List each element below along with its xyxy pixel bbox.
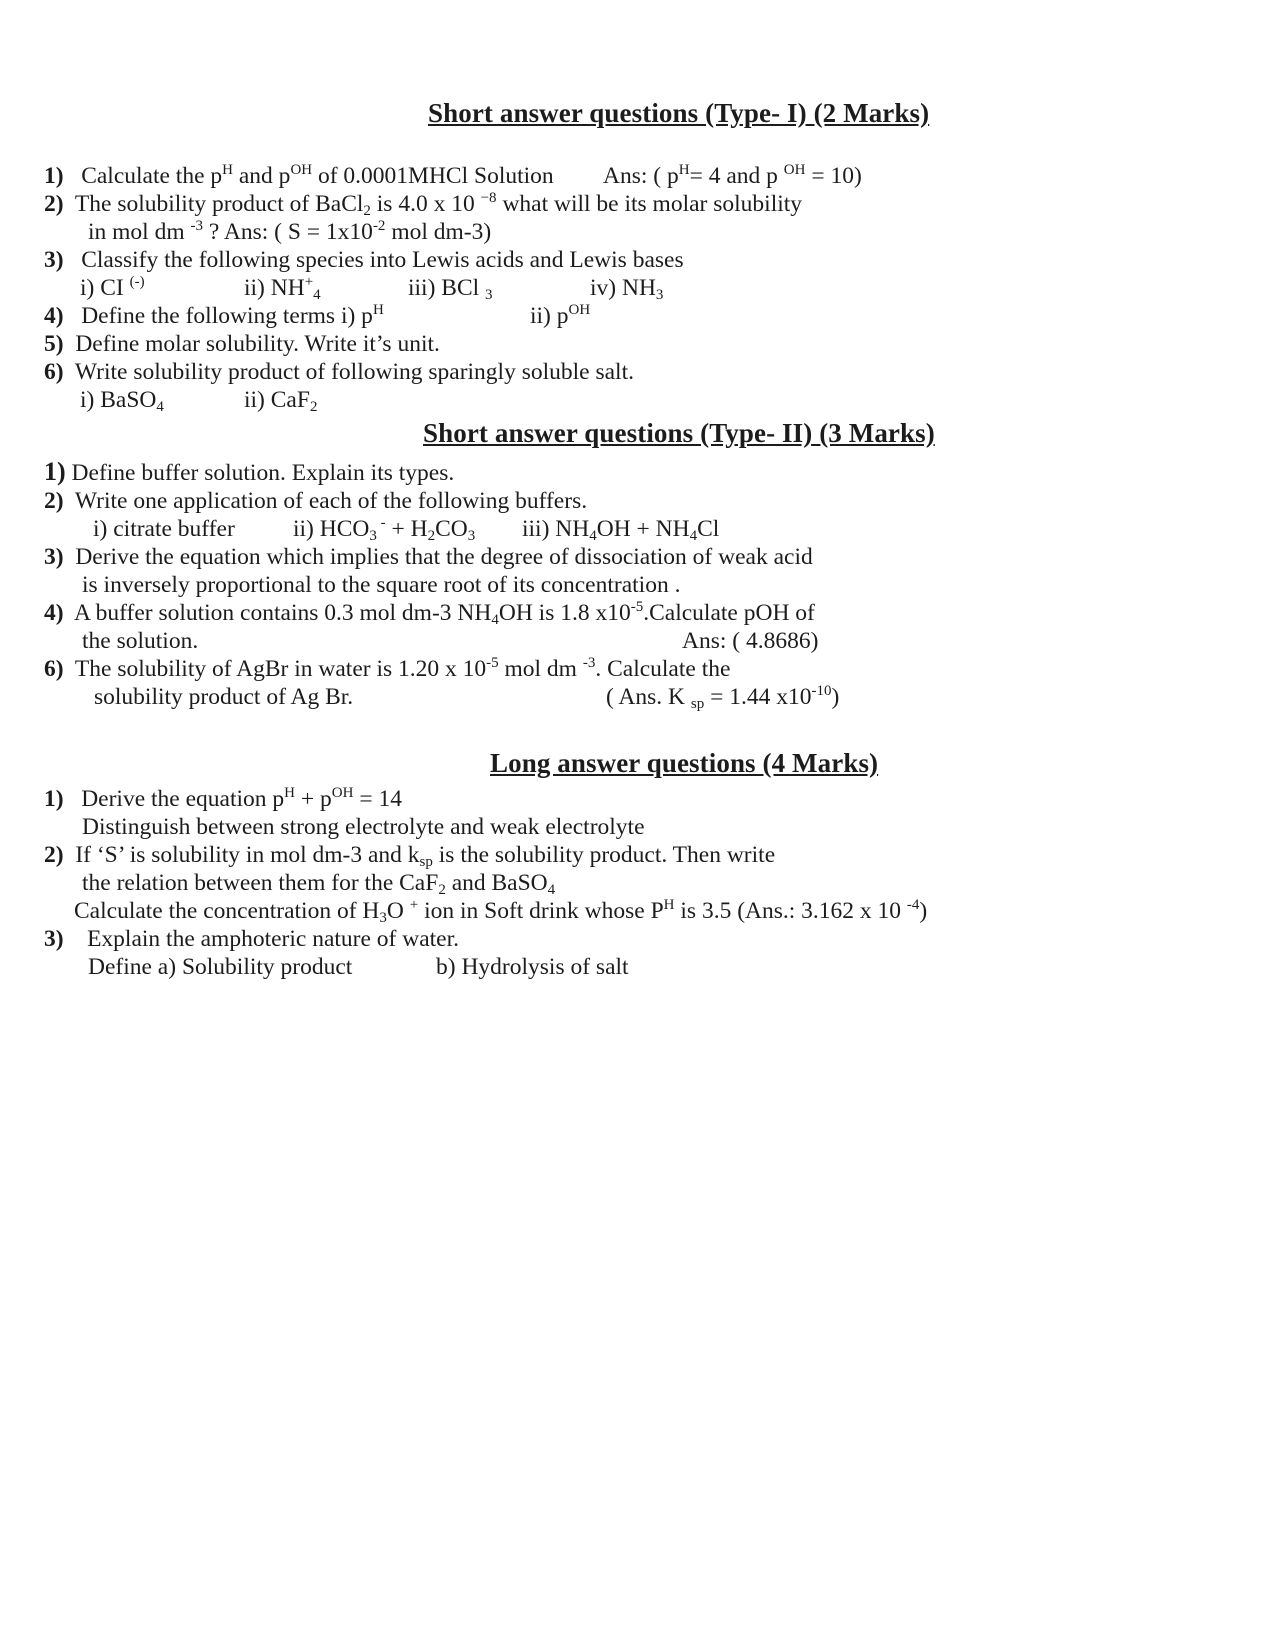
question-number: 4)	[44, 303, 64, 329]
s1-q3-option-3: iii) BCl $_3$	[408, 275, 493, 303]
s1-question-5: 5) Define molar solubility. Write it’s unit.	[44, 331, 440, 357]
s3-q2-calculation: Calculate the concentration of $H_3O$ + ion in Soft drink whose $P^H$ is 3.5 (Ans.: 3.162 x 10 $^{-4}$)	[74, 897, 928, 926]
s1-question-3: 3) Classify the following species into Lewis acids and Lewis bases	[44, 247, 684, 273]
s1-q3-option-2: ii) $NH^+_4$	[244, 274, 321, 303]
question-number: 2)	[44, 842, 64, 868]
s2-question-4: 4) A buffer solution contains 0.3 mol dm-3 $NH_4OH$ is 1.8 $x10^{-5}.Calculate$ pOH of	[44, 599, 815, 628]
s3-question-1: 1) Derive the equation $p^H + p^{OH} = 14$	[44, 785, 402, 812]
s2-q2-option-2: ii) $HCO_3$ $^- + H_2CO_3$	[293, 515, 476, 544]
question-number: 6)	[44, 656, 64, 682]
s2-question-6: 6) The solubility of AgBr in water is 1.20 x $10^{-5}$ mol dm $^{-3}$. Calculate the	[44, 655, 731, 682]
s1-q6-option-2: ii) CaF$_2$	[244, 387, 318, 415]
question-number: 1)	[44, 786, 64, 812]
s1-q1-answer: Ans: ( $p^H= 4$ and p $^{OH}$ = 10)	[603, 162, 862, 189]
s2-q2-option-1: i) citrate buffer	[93, 516, 235, 542]
s2-q4-continuation: the solution.	[82, 628, 199, 654]
question-number: 2)	[44, 191, 64, 217]
s1-q3-option-4: iv) $NH_3$	[590, 275, 664, 303]
s1-q2-continuation: in mol dm $^{-3}$ ? Ans: ( $S = 1x10^{-2}$ mol dm-3)	[88, 218, 492, 245]
section2-heading: Short answer questions (Type- II) (3 Marks)	[423, 418, 935, 448]
s3-question-3: 3) Explain the amphoteric nature of water.	[44, 926, 460, 952]
s3-q2-continuation: the relation between them for the CaF$_2$ and BaSO$_4$	[82, 870, 556, 898]
question-number: 5)	[44, 331, 64, 357]
s1-question-6: 6) Write solubility product of following sparingly soluble salt.	[44, 359, 634, 385]
question-number: 4)	[44, 600, 64, 626]
question-number: 2)	[44, 488, 64, 514]
question-number: 1)	[44, 163, 64, 189]
s1-q6-option-1: i) BaSO$_4$	[80, 387, 164, 415]
s3-q3-part-b: b) Hydrolysis of salt	[436, 954, 629, 980]
s3-q3-part-a: Define a) Solubility product	[88, 954, 353, 980]
s2-question-3: 3) Derive the equation which implies that the degree of dissociation of weak acid	[44, 544, 813, 570]
question-number: 3)	[44, 926, 64, 952]
question-number: 3)	[44, 544, 64, 570]
s1-question-1: 1) Calculate the $p^H$ and $p^{OH}$ of 0.0001MHCl Solution	[44, 162, 554, 189]
s2-q6-answer: ( Ans. K $_{sp}$ = 1.44 $x10^{-10}$)	[606, 683, 840, 712]
section1-heading: Short answer questions (Type- I) (2 Marks)	[428, 98, 930, 128]
s3-q1-continuation: Distinguish between strong electrolyte and weak electrolyte	[82, 814, 645, 840]
s1-question-4: 4) Define the following terms i) $p^H$	[44, 302, 384, 329]
s2-q4-answer: Ans: ( 4.8686)	[682, 628, 819, 654]
question-number: 6)	[44, 359, 64, 385]
s2-question-2: 2) Write one application of each of the following buffers.	[44, 488, 588, 514]
s2-q2-option-3: iii) $NH_4OH + NH_4Cl$	[522, 516, 720, 544]
section3-heading: Long answer questions (4 Marks)	[490, 748, 879, 778]
question-number: 3)	[44, 247, 64, 273]
s1-q4-option-2: ii) $p^{OH}$	[530, 302, 591, 329]
s2-q3-continuation: is inversely proportional to the square root of its concentration .	[82, 572, 681, 598]
s1-q3-option-1: i) CI (-)	[80, 274, 145, 301]
question-number: 1)	[44, 457, 66, 486]
s2-question-1: 1) Define buffer solution. Explain its types.	[44, 457, 455, 486]
s2-q6-continuation: solubility product of Ag Br.	[94, 684, 354, 710]
s1-question-2: 2) The solubility product of BaCl$_2$ is 4.0 x 10 $^{-8}$ what will be its molar solubility	[44, 190, 803, 219]
s3-question-2: 2) If ‘S’ is solubility in mol dm-3 and $k_{sp}$ is the solubility product. Then write	[44, 842, 776, 870]
